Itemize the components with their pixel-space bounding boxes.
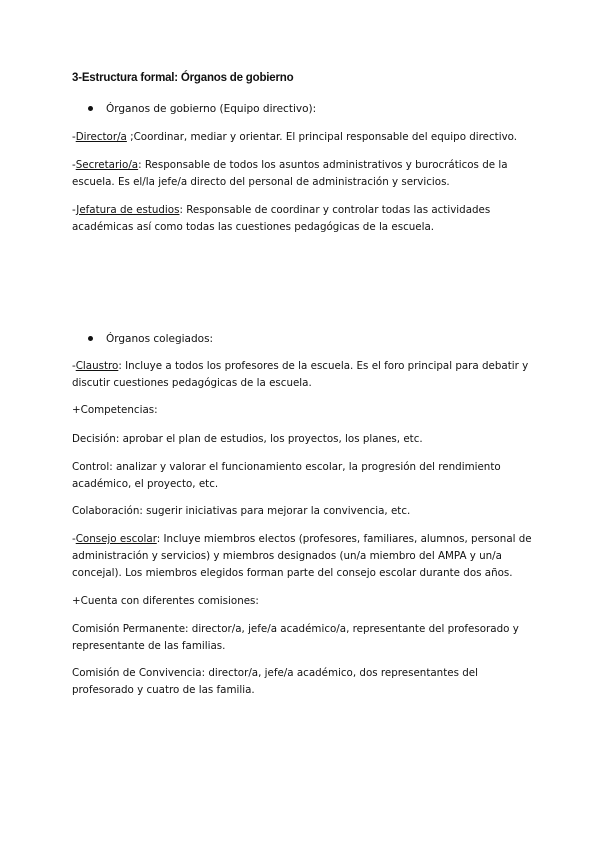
bullet-dot-icon	[88, 336, 93, 341]
paragraph-decision: Decisión: aprobar el plan de estudios, los proyectos, los planes, etc.	[72, 433, 423, 445]
paragraph-prefix: -	[72, 204, 77, 216]
paragraph-director	[72, 129, 532, 146]
term-jefatura: Jefatura de estudios	[76, 204, 180, 216]
paragraph-text: : Incluye a todos los profesores de la escuela. Es el foro principal para debatir y discutir cuestiones pedagógicas de la escuela.	[72, 360, 529, 389]
paragraph-comision-convivencia: Comisión de Convivencia: director/a, jefe/a académico, dos representantes del profesorado y cuatro de las familia.	[72, 667, 478, 696]
term-director: Director/a	[75, 131, 127, 143]
paragraph-comisiones: +Cuenta con diferentes comisiones:	[72, 595, 259, 607]
paragraph-text: : Responsable de todos los asuntos administrativos y burocráticos de la escuela. Es el/la jefe/a directo del personal de administración y servicios.	[72, 159, 508, 188]
paragraph-prefix: -	[72, 360, 76, 372]
bullet-organos-gobierno	[88, 103, 316, 115]
bullet-text: Órganos colegiados:	[106, 333, 214, 345]
section-title: 3-Estructura formal: Órganos de gobierno	[72, 72, 294, 84]
paragraph-jefatura	[72, 202, 532, 236]
paragraph-competencias: +Competencias:	[72, 404, 158, 416]
term-consejo-escolar: Consejo escolar	[75, 533, 157, 545]
term-secretario: Secretario/a	[75, 159, 139, 171]
paragraph-colaboracion: Colaboración: sugerir iniciativas para mejorar la convivencia, etc.	[72, 505, 411, 517]
paragraph-prefix: -	[72, 533, 76, 545]
bullet-text: Órganos de gobierno (Equipo directivo):	[106, 103, 317, 115]
paragraph-text: ;Coordinar, mediar y orientar. El principal responsable del equipo directivo.	[126, 131, 518, 143]
paragraph-control: Control: analizar y valorar el funcionamiento escolar, la progresión del rendimiento académico, el proyecto, etc.	[72, 461, 501, 490]
paragraph-text: : Responsable de coordinar y controlar todas las actividades académicas así como todas las cuestiones pedagógicas de la escuela.	[72, 204, 491, 233]
paragraph-prefix: -	[72, 159, 76, 171]
paragraph-secretario	[72, 157, 532, 191]
bullet-dot-icon	[88, 106, 93, 111]
term-claustro: Claustro	[75, 360, 119, 372]
paragraph-text: : Incluye miembros electos (profesores, familiares, alumnos, personal de administración y servicios) y miembros designados (un/a miembro del AMPA y un/a concejal). Los miembros elegidos forman parte del consejo escolar durante dos años.	[72, 533, 532, 579]
paragraph-comision-permanente: Comisión Permanente: director/a, jefe/a académico/a, representante del profesorado y representante de las familias.	[72, 623, 519, 652]
paragraph-consejo-escolar	[72, 531, 532, 582]
paragraph-claustro	[72, 358, 532, 392]
bullet-organos-colegiados	[88, 333, 213, 345]
paragraph-prefix: -	[72, 131, 76, 143]
